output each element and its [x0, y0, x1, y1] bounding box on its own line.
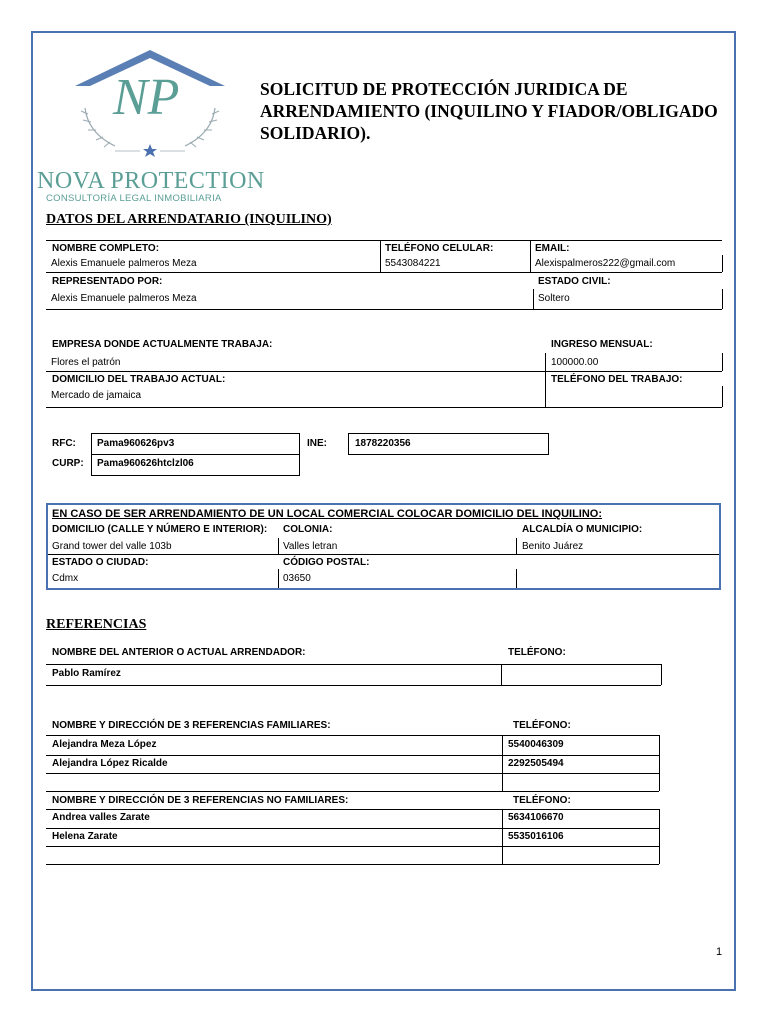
familiar-phone: 2292505494 — [508, 758, 564, 769]
rule — [46, 272, 722, 273]
telefono-celular-value: 5543084221 — [385, 258, 441, 269]
rule — [46, 791, 659, 792]
rule — [545, 353, 546, 371]
rfc-label: RFC: — [52, 438, 76, 449]
rule — [545, 371, 546, 407]
rule — [46, 664, 661, 665]
cp-label: CÓDIGO POSTAL: — [283, 557, 370, 568]
rule — [516, 569, 517, 588]
rule — [46, 309, 722, 310]
rule — [502, 735, 503, 791]
colonia-label: COLONIA: — [283, 524, 333, 535]
arrendador-label: NOMBRE DEL ANTERIOR O ACTUAL ARRENDADOR: — [52, 647, 306, 658]
no-familiar-phone: 5535016106 — [508, 831, 564, 842]
rule — [46, 828, 659, 829]
page-number: 1 — [716, 946, 723, 958]
empresa-label: EMPRESA DONDE ACTUALMENTE TRABAJA: — [52, 339, 273, 350]
empresa-value: Flores el patrón — [51, 357, 121, 368]
alcaldia-value: Benito Juárez — [522, 541, 584, 552]
arrendador-value: Pablo Ramírez — [52, 668, 121, 679]
rule — [46, 685, 661, 686]
references-heading: REFERENCIAS — [46, 617, 147, 632]
rule — [46, 240, 722, 241]
rule — [278, 569, 279, 588]
domicilio-trabajo-label: DOMICILIO DEL TRABAJO ACTUAL: — [52, 374, 226, 385]
rule — [46, 407, 722, 408]
document-title: SOLICITUD DE PROTECCIÓN JURIDICA DE ARRENDAMIENTO (INQUILINO Y FIADOR/OBLIGADO SOLIDARIO). — [260, 79, 718, 143]
ine-value: 1878220356 — [355, 438, 411, 449]
rule — [661, 664, 662, 685]
representado-label: REPRESENTADO POR: — [52, 276, 163, 287]
rule — [46, 735, 659, 736]
rule — [46, 755, 659, 756]
rule — [530, 240, 531, 272]
rule — [380, 240, 381, 272]
nombre-label: NOMBRE COMPLETO: — [52, 243, 160, 254]
rule — [659, 809, 660, 864]
rule — [516, 538, 517, 554]
rule — [46, 864, 659, 865]
email-value: Alexispalmeros222@gmail.com — [535, 258, 676, 269]
logo-subtitle: CONSULTORÍA LEGAL INMOBILIARIA — [46, 193, 222, 204]
alcaldia-label: ALCALDÍA O MUNICIPIO: — [522, 524, 643, 535]
estado-label: ESTADO O CIUDAD: — [52, 557, 149, 568]
familiares-telefono-label: TELÉFONO: — [513, 720, 571, 731]
rule — [46, 371, 722, 372]
estado-civil-label: ESTADO CIVIL: — [538, 276, 611, 287]
rule — [659, 735, 660, 791]
rule — [501, 664, 502, 685]
domicilio-value: Grand tower del valle 103b — [52, 541, 172, 552]
commercial-heading: EN CASO DE SER ARRENDAMIENTO DE UN LOCAL COMERCIAL COLOCAR DOMICILIO DEL INQUILINO: — [52, 508, 603, 520]
domicilio-trabajo-value: Mercado de jamaica — [51, 390, 142, 401]
tenant-section-heading: DATOS DEL ARRENDATARIO (INQUILINO) — [46, 212, 332, 227]
rule — [722, 353, 723, 371]
domicilio-label: DOMICILIO (CALLE Y NÚMERO E INTERIOR): — [52, 524, 268, 535]
familiares-label: NOMBRE Y DIRECCIÓN DE 3 REFERENCIAS FAMILIARES: — [52, 720, 331, 731]
rule — [46, 846, 659, 847]
no-familiares-telefono-label: TELÉFONO: — [513, 795, 571, 806]
telefono-trabajo-label: TELÉFONO DEL TRABAJO: — [551, 374, 683, 385]
rule — [502, 809, 503, 864]
logo-name: NOVA PROTECTION — [37, 168, 265, 194]
familiar-phone: 5540046309 — [508, 739, 564, 750]
rule — [533, 289, 534, 309]
estado-civil-value: Soltero — [538, 293, 570, 304]
familiar-name: Alejandra Meza López — [52, 739, 157, 750]
telefono-celular-label: TELÉFONO CELULAR: — [385, 243, 494, 254]
rule — [278, 538, 279, 554]
nombre-value: Alexis Emanuele palmeros Meza — [51, 258, 197, 269]
no-familiar-name: Andrea valles Zarate — [52, 812, 150, 823]
ingreso-value: 100000.00 — [551, 357, 599, 368]
rule — [46, 773, 659, 774]
curp-value: Pama960626htclzl06 — [97, 458, 194, 469]
rfc-value: Pama960626pv3 — [97, 438, 175, 449]
no-familiar-name: Helena Zarate — [52, 831, 118, 842]
rule — [722, 386, 723, 407]
curp-label: CURP: — [52, 458, 84, 469]
rule — [48, 554, 719, 555]
cp-value: 03650 — [283, 573, 311, 584]
rule — [722, 255, 723, 272]
no-familiares-label: NOMBRE Y DIRECCIÓN DE 3 REFERENCIAS NO FAMILIARES: — [52, 795, 349, 806]
representado-value: Alexis Emanuele palmeros Meza — [51, 293, 197, 304]
rule — [46, 809, 659, 810]
logo-monogram: NP — [113, 69, 180, 126]
rule — [722, 289, 723, 309]
familiar-name: Alejandra López Ricalde — [52, 758, 168, 769]
estado-value: Cdmx — [52, 573, 79, 584]
arrendador-telefono-label: TELÉFONO: — [508, 647, 566, 658]
email-label: EMAIL: — [535, 243, 570, 254]
ine-label: INE: — [307, 438, 327, 449]
no-familiar-phone: 5634106670 — [508, 812, 564, 823]
colonia-value: Valles letran — [283, 541, 338, 552]
ingreso-label: INGRESO MENSUAL: — [551, 339, 653, 350]
